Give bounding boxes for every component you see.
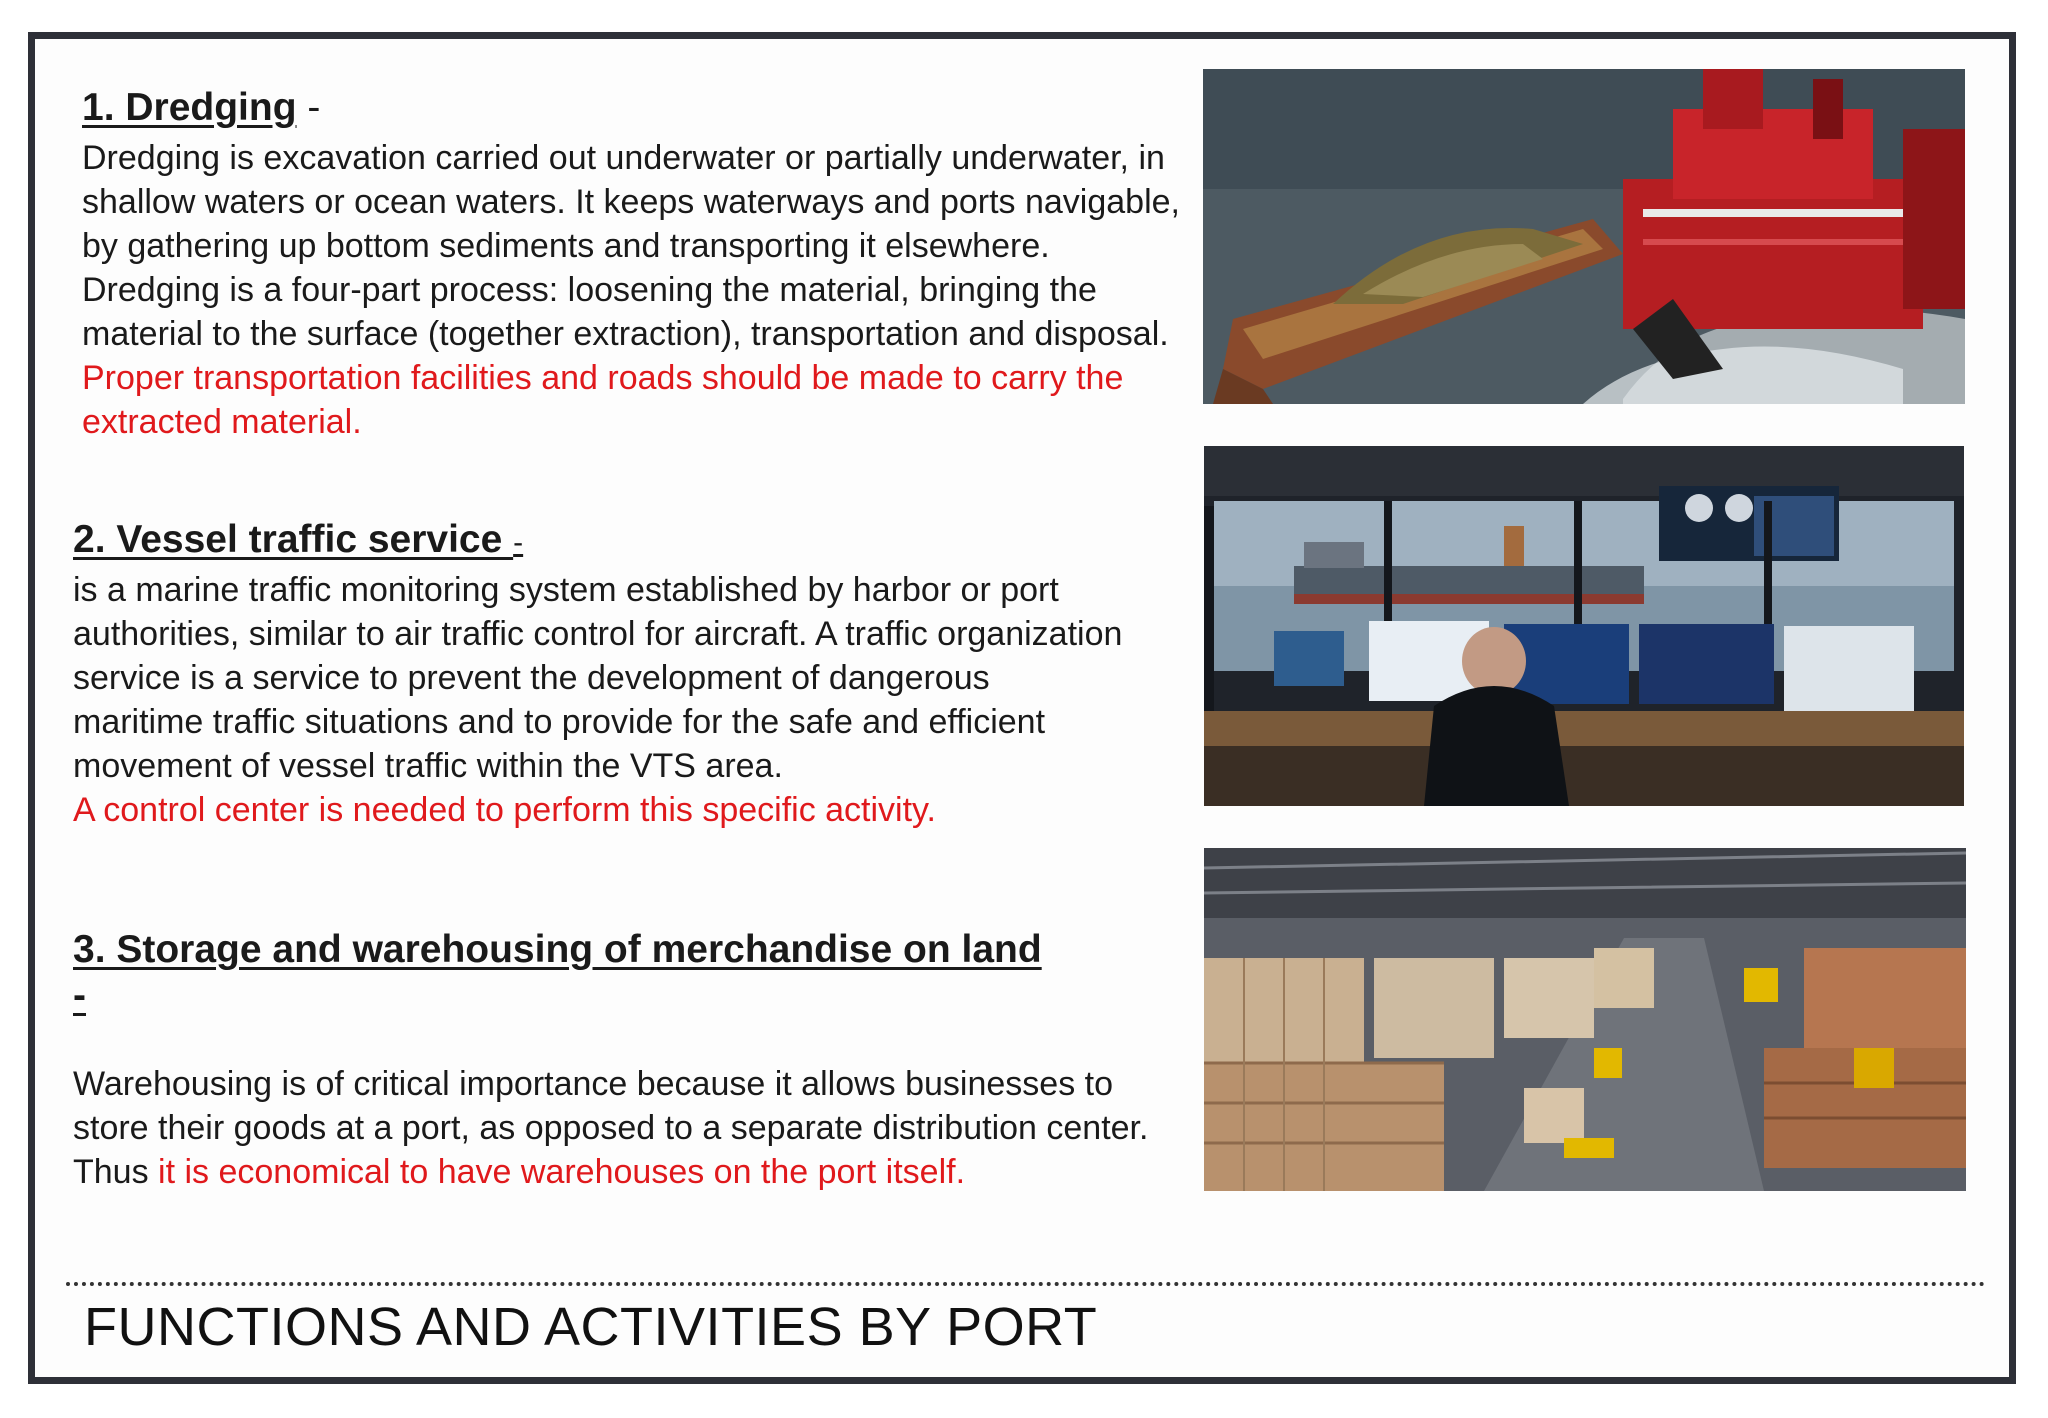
dredging-paragraph-1: Dredging is excavation carried out underwater or partially underwater, in shallow waters or ocean waters. It keeps waterways and ports navigable, by gathering up bottom sediments and transporting it elsewhere. bbox=[82, 139, 1180, 265]
storage-highlight: it is economical to have warehouses on the port itself. bbox=[158, 1153, 966, 1191]
section-vessel-traffic bbox=[73, 518, 1123, 832]
vts-paragraph: is a marine traffic monitoring system established by harbor or port authorities, similar to air traffic control for aircraft. A traffic organization service is a service to prevent the development of dangerous maritime traffic situations and to provide for the safe and efficient movement of vessel traffic within the VTS area. bbox=[73, 571, 1123, 785]
storage-dash: - bbox=[73, 974, 86, 1017]
section-storage bbox=[73, 928, 1163, 1194]
storage-heading: 3. Storage and warehousing of merchandise on land bbox=[73, 928, 1042, 971]
vts-highlight: A control center is needed to perform this specific activity. bbox=[73, 791, 936, 829]
footer-title: FUNCTIONS AND ACTIVITIES BY PORT bbox=[84, 1297, 1098, 1357]
storage-paragraph: Warehousing is of critical importance because it allows businesses to store their goods at a port, as opposed to a separate distribution center. Thus bbox=[73, 1065, 1149, 1191]
dredging-paragraph-2: Dredging is a four-part process: loosening the material, bringing the material to the surface (together extraction), transportation and disposal. bbox=[82, 271, 1169, 353]
control-center-photo bbox=[1204, 446, 1964, 806]
divider bbox=[66, 1282, 1986, 1286]
dredging-heading: 1. Dredging bbox=[82, 86, 297, 129]
dredging-dash: - bbox=[296, 86, 321, 129]
vts-dash: - bbox=[513, 526, 524, 559]
warehouse-photo bbox=[1204, 848, 1966, 1191]
vts-heading: 2. Vessel traffic service bbox=[73, 518, 514, 561]
dredging-highlight: Proper transportation facilities and roads should be made to carry the extracted material. bbox=[82, 359, 1124, 441]
dredging-photo bbox=[1203, 69, 1965, 404]
section-dredging bbox=[82, 86, 1192, 444]
